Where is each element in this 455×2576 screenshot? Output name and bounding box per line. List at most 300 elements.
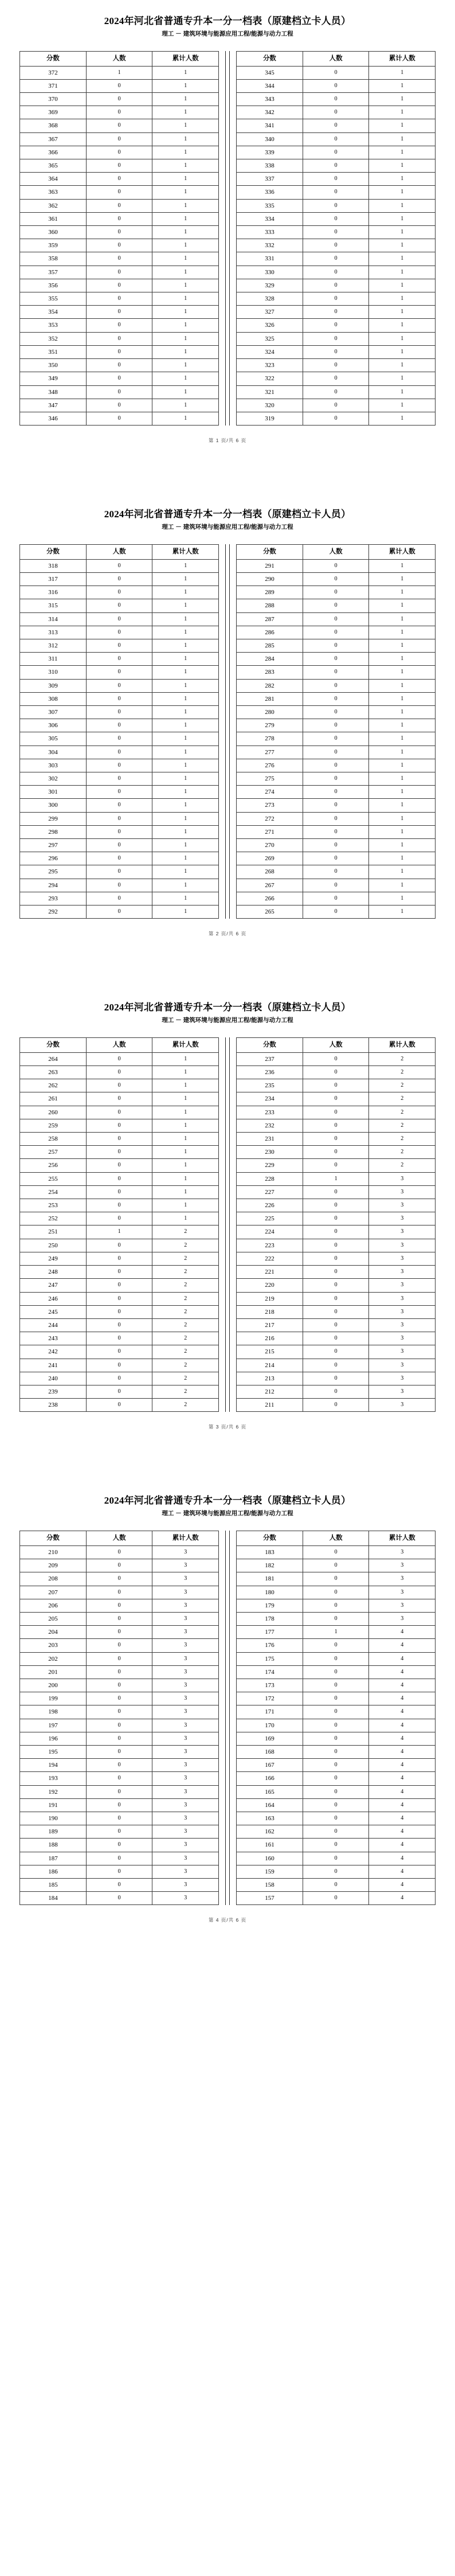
table-row — [237, 746, 436, 759]
table-row — [20, 559, 219, 572]
count-cell: 0 — [303, 1066, 369, 1079]
table-row — [20, 892, 219, 905]
cumulative-cell: 2 — [369, 1106, 436, 1119]
cumulative-cell: 1 — [369, 79, 436, 92]
count-cell: 0 — [86, 292, 152, 306]
cumulative-cell: 1 — [369, 746, 436, 759]
score-cell: 302 — [20, 772, 87, 785]
table-row — [20, 239, 219, 252]
table-row — [20, 1092, 219, 1106]
table-row — [237, 679, 436, 692]
score-cell: 252 — [20, 1212, 87, 1225]
count-cell: 0 — [86, 1318, 152, 1332]
score-cell: 212 — [237, 1385, 303, 1398]
score-cell: 204 — [20, 1626, 87, 1639]
page-break-spacer — [0, 1430, 455, 1480]
page-title: 2024年河北省普通专升本一分一档表（原建档立卡人员） — [104, 1495, 351, 1506]
table-row — [20, 1865, 219, 1878]
score-cell: 240 — [20, 1372, 87, 1385]
cumulative-cell: 1 — [152, 239, 219, 252]
count-cell: 0 — [86, 759, 152, 772]
table-row — [20, 1399, 219, 1412]
score-cell: 173 — [237, 1679, 303, 1692]
count-cell: 0 — [86, 1385, 152, 1398]
count-cell: 0 — [86, 319, 152, 332]
score-cell: 310 — [20, 666, 87, 679]
score-cell: 184 — [20, 1892, 87, 1905]
count-cell: 0 — [86, 879, 152, 892]
table-row — [237, 1212, 436, 1225]
cumulative-cell: 3 — [152, 1612, 219, 1625]
count-cell: 0 — [86, 705, 152, 719]
table-row — [237, 653, 436, 666]
table-row — [237, 1626, 436, 1639]
table-row — [237, 1292, 436, 1305]
count-cell: 0 — [303, 1692, 369, 1705]
cumulative-cell: 1 — [369, 279, 436, 292]
table-header-row — [237, 544, 436, 559]
table-row — [20, 839, 219, 852]
table-row — [20, 1052, 219, 1065]
score-column-header: 分数 — [20, 1531, 87, 1545]
score-cell: 345 — [237, 66, 303, 79]
cumulative-cell: 3 — [152, 1559, 219, 1572]
count-cell: 0 — [86, 1305, 152, 1318]
page-subtitle: 理工 － 建筑环境与能源应用工程/能源与动力工程 — [162, 30, 293, 37]
count-cell: 0 — [86, 385, 152, 399]
score-cell: 363 — [20, 186, 87, 199]
score-cell: 194 — [20, 1759, 87, 1772]
table-row — [237, 572, 436, 586]
table-row — [20, 653, 219, 666]
table-row — [20, 1225, 219, 1239]
count-cell: 0 — [303, 626, 369, 639]
table-row — [237, 1772, 436, 1785]
table-row — [20, 1639, 219, 1652]
cumulative-cell: 1 — [369, 586, 436, 599]
count-cell: 0 — [303, 1545, 369, 1559]
count-cell: 0 — [303, 1865, 369, 1878]
document-page — [0, 1480, 455, 1946]
score-cell: 301 — [20, 786, 87, 799]
table-row — [237, 1586, 436, 1599]
table-row — [20, 93, 219, 106]
right-score-table — [236, 51, 436, 426]
cumulative-column-header: 累计人数 — [369, 1531, 436, 1545]
score-cell: 309 — [20, 679, 87, 692]
count-cell: 0 — [86, 119, 152, 132]
table-row — [20, 1185, 219, 1199]
table-row — [237, 865, 436, 879]
score-cell: 224 — [237, 1225, 303, 1239]
score-cell: 221 — [237, 1266, 303, 1279]
cumulative-cell: 1 — [369, 359, 436, 372]
cumulative-cell: 4 — [369, 1626, 436, 1639]
score-cell: 261 — [20, 1092, 87, 1106]
cumulative-cell: 3 — [369, 1279, 436, 1292]
score-cell: 321 — [237, 385, 303, 399]
score-cell: 350 — [20, 359, 87, 372]
table-row — [237, 599, 436, 612]
score-cell: 259 — [20, 1119, 87, 1132]
cumulative-cell: 1 — [369, 812, 436, 825]
count-column-header: 人数 — [303, 544, 369, 559]
right-score-table — [236, 1037, 436, 1412]
cumulative-cell: 1 — [369, 412, 436, 425]
cumulative-cell: 3 — [152, 1852, 219, 1865]
page-subtitle: 理工 － 建筑环境与能源应用工程/能源与动力工程 — [162, 524, 293, 531]
cumulative-cell: 1 — [152, 412, 219, 425]
score-cell: 317 — [20, 572, 87, 586]
count-cell: 0 — [303, 1586, 369, 1599]
cumulative-cell: 1 — [369, 599, 436, 612]
cumulative-cell: 2 — [369, 1052, 436, 1065]
cumulative-cell: 4 — [369, 1652, 436, 1665]
score-cell: 175 — [237, 1652, 303, 1665]
table-row — [237, 292, 436, 306]
score-cell: 264 — [20, 1052, 87, 1065]
count-cell: 0 — [86, 1612, 152, 1625]
cumulative-cell: 1 — [369, 786, 436, 799]
count-cell: 0 — [86, 572, 152, 586]
cumulative-cell: 2 — [152, 1239, 219, 1252]
count-cell: 0 — [86, 159, 152, 173]
count-cell: 0 — [303, 1266, 369, 1279]
cumulative-cell: 1 — [152, 1185, 219, 1199]
count-cell: 0 — [86, 1079, 152, 1092]
count-cell: 0 — [303, 132, 369, 146]
score-cell: 191 — [20, 1798, 87, 1812]
count-column-header: 人数 — [303, 51, 369, 66]
table-row — [237, 1318, 436, 1332]
score-cell: 288 — [237, 599, 303, 612]
cumulative-cell: 1 — [369, 319, 436, 332]
table-row — [20, 1279, 219, 1292]
cumulative-cell: 2 — [152, 1332, 219, 1345]
page-content — [0, 0, 455, 444]
score-cell: 351 — [20, 345, 87, 358]
table-header-row — [20, 544, 219, 559]
count-cell: 0 — [86, 106, 152, 119]
cumulative-cell: 3 — [369, 1559, 436, 1572]
cumulative-cell: 1 — [369, 626, 436, 639]
count-cell: 0 — [303, 653, 369, 666]
count-cell: 0 — [86, 1159, 152, 1172]
cumulative-cell: 1 — [369, 239, 436, 252]
cumulative-cell: 3 — [369, 1572, 436, 1586]
table-row — [20, 226, 219, 239]
count-cell: 0 — [86, 1639, 152, 1652]
table-row — [20, 173, 219, 186]
cumulative-cell: 1 — [369, 372, 436, 385]
table-row — [237, 186, 436, 199]
table-row — [237, 132, 436, 146]
cumulative-cell: 3 — [152, 1879, 219, 1892]
table-row — [237, 839, 436, 852]
table-row — [237, 106, 436, 119]
count-column-header: 人数 — [86, 544, 152, 559]
table-row — [237, 692, 436, 705]
score-cell: 168 — [237, 1746, 303, 1759]
count-cell: 0 — [303, 892, 369, 905]
cumulative-cell: 1 — [152, 746, 219, 759]
score-cell: 255 — [20, 1172, 87, 1185]
cumulative-cell: 1 — [152, 385, 219, 399]
cumulative-cell: 3 — [369, 1172, 436, 1185]
table-header-row — [237, 51, 436, 66]
column-divider — [225, 51, 230, 426]
score-cell: 214 — [237, 1359, 303, 1372]
table-row — [20, 1772, 219, 1785]
left-table-block — [19, 1531, 219, 1905]
count-cell: 0 — [86, 1133, 152, 1146]
cumulative-cell: 4 — [369, 1719, 436, 1732]
count-cell: 0 — [86, 799, 152, 812]
score-cell: 171 — [237, 1705, 303, 1719]
score-cell: 366 — [20, 146, 87, 159]
cumulative-cell: 1 — [152, 1212, 219, 1225]
table-row — [237, 159, 436, 173]
table-row — [237, 1865, 436, 1878]
count-cell: 0 — [303, 1679, 369, 1692]
table-row — [20, 1719, 219, 1732]
cumulative-cell: 1 — [369, 799, 436, 812]
score-cell: 262 — [20, 1079, 87, 1092]
score-cell: 182 — [237, 1559, 303, 1572]
score-cell: 260 — [20, 1106, 87, 1119]
count-cell: 0 — [86, 332, 152, 345]
page-title: 2024年河北省普通专升本一分一档表（原建档立卡人员） — [104, 15, 351, 26]
score-cell: 234 — [237, 1092, 303, 1106]
cumulative-cell: 1 — [152, 1199, 219, 1212]
score-cell: 187 — [20, 1852, 87, 1865]
score-cell: 250 — [20, 1239, 87, 1252]
table-row — [237, 1146, 436, 1159]
score-cell: 322 — [237, 372, 303, 385]
cumulative-column-header: 累计人数 — [369, 544, 436, 559]
table-row — [20, 825, 219, 838]
left-score-table — [19, 1037, 219, 1412]
score-cell: 297 — [20, 839, 87, 852]
cumulative-cell: 1 — [152, 359, 219, 372]
cumulative-cell: 3 — [152, 1772, 219, 1785]
count-cell: 0 — [303, 1332, 369, 1345]
table-row — [20, 1746, 219, 1759]
score-cell: 225 — [237, 1212, 303, 1225]
cumulative-cell: 4 — [369, 1705, 436, 1719]
cumulative-cell: 1 — [152, 719, 219, 732]
cumulative-cell: 1 — [369, 106, 436, 119]
count-cell: 0 — [86, 1332, 152, 1345]
table-row — [20, 1839, 219, 1852]
score-cell: 202 — [20, 1652, 87, 1665]
cumulative-cell: 3 — [369, 1385, 436, 1398]
score-cell: 227 — [237, 1185, 303, 1199]
score-cell: 292 — [20, 905, 87, 919]
count-cell: 1 — [303, 1626, 369, 1639]
count-cell: 0 — [86, 626, 152, 639]
score-cell: 336 — [237, 186, 303, 199]
cumulative-cell: 1 — [152, 786, 219, 799]
tables-container — [13, 51, 442, 426]
table-row — [237, 226, 436, 239]
cumulative-cell: 1 — [369, 559, 436, 572]
cumulative-cell: 4 — [369, 1772, 436, 1785]
count-column-header: 人数 — [86, 51, 152, 66]
left-score-table — [19, 51, 219, 426]
column-divider — [225, 544, 230, 919]
table-row — [20, 1679, 219, 1692]
table-row — [20, 1292, 219, 1305]
cumulative-cell: 2 — [152, 1279, 219, 1292]
table-row — [20, 692, 219, 705]
count-cell: 0 — [303, 799, 369, 812]
cumulative-cell: 1 — [369, 226, 436, 239]
cumulative-cell: 4 — [369, 1732, 436, 1745]
cumulative-cell: 2 — [152, 1345, 219, 1359]
score-cell: 332 — [237, 239, 303, 252]
count-cell: 0 — [86, 372, 152, 385]
count-cell: 0 — [86, 412, 152, 425]
cumulative-cell: 1 — [152, 199, 219, 212]
cumulative-cell: 1 — [369, 679, 436, 692]
score-cell: 346 — [20, 412, 87, 425]
table-row — [237, 345, 436, 358]
count-cell: 0 — [86, 199, 152, 212]
score-cell: 347 — [20, 399, 87, 412]
score-cell: 342 — [237, 106, 303, 119]
table-row — [20, 772, 219, 785]
score-cell: 235 — [237, 1079, 303, 1092]
table-row — [20, 1199, 219, 1212]
table-row — [237, 385, 436, 399]
count-cell: 0 — [86, 226, 152, 239]
page-title: 2024年河北省普通专升本一分一档表（原建档立卡人员） — [104, 509, 351, 520]
count-column-header: 人数 — [86, 1531, 152, 1545]
cumulative-column-header: 累计人数 — [369, 1037, 436, 1052]
table-row — [237, 1639, 436, 1652]
cumulative-cell: 1 — [369, 692, 436, 705]
count-cell: 0 — [303, 705, 369, 719]
score-cell: 245 — [20, 1305, 87, 1318]
table-row — [20, 1692, 219, 1705]
table-header-row — [237, 1531, 436, 1545]
count-cell: 0 — [303, 719, 369, 732]
count-cell: 0 — [303, 1665, 369, 1679]
count-cell: 0 — [303, 93, 369, 106]
cumulative-cell: 1 — [152, 119, 219, 132]
table-row — [237, 1599, 436, 1612]
cumulative-column-header: 累计人数 — [152, 1037, 219, 1052]
count-cell: 0 — [86, 345, 152, 358]
cumulative-cell: 1 — [369, 839, 436, 852]
count-cell: 0 — [303, 1305, 369, 1318]
table-row — [20, 146, 219, 159]
table-row — [237, 812, 436, 825]
cumulative-cell: 1 — [152, 852, 219, 865]
cumulative-cell: 4 — [369, 1785, 436, 1798]
count-cell: 0 — [303, 1879, 369, 1892]
count-cell: 0 — [303, 572, 369, 586]
table-row — [20, 252, 219, 266]
table-row — [237, 412, 436, 425]
cumulative-cell: 2 — [152, 1359, 219, 1372]
count-cell: 0 — [86, 852, 152, 865]
score-cell: 338 — [237, 159, 303, 173]
score-cell: 319 — [237, 412, 303, 425]
cumulative-column-header: 累计人数 — [152, 544, 219, 559]
count-cell: 0 — [303, 332, 369, 345]
score-cell: 318 — [20, 559, 87, 572]
count-cell: 0 — [303, 1599, 369, 1612]
table-row — [20, 385, 219, 399]
count-cell: 0 — [303, 1239, 369, 1252]
cumulative-cell: 3 — [369, 1586, 436, 1599]
table-row — [20, 345, 219, 358]
cumulative-cell: 1 — [152, 879, 219, 892]
score-cell: 209 — [20, 1559, 87, 1572]
score-cell: 291 — [237, 559, 303, 572]
right-table-block — [236, 51, 436, 426]
score-cell: 230 — [237, 1146, 303, 1159]
count-cell: 0 — [86, 1879, 152, 1892]
score-cell: 170 — [237, 1719, 303, 1732]
cumulative-cell: 1 — [369, 639, 436, 652]
score-cell: 315 — [20, 599, 87, 612]
cumulative-cell: 1 — [369, 332, 436, 345]
count-cell: 0 — [86, 1279, 152, 1292]
count-cell: 0 — [303, 159, 369, 173]
cumulative-cell: 1 — [152, 626, 219, 639]
count-cell: 0 — [303, 412, 369, 425]
cumulative-cell: 4 — [369, 1759, 436, 1772]
score-cell: 251 — [20, 1225, 87, 1239]
score-cell: 348 — [20, 385, 87, 399]
tables-container — [13, 1037, 442, 1412]
score-cell: 323 — [237, 359, 303, 372]
table-row — [237, 786, 436, 799]
table-row — [237, 1852, 436, 1865]
table-row — [20, 732, 219, 746]
score-cell: 213 — [237, 1372, 303, 1385]
score-cell: 165 — [237, 1785, 303, 1798]
score-cell: 286 — [237, 626, 303, 639]
score-cell: 216 — [237, 1332, 303, 1345]
cumulative-cell: 3 — [369, 1399, 436, 1412]
count-column-header: 人数 — [86, 1037, 152, 1052]
score-cell: 163 — [237, 1812, 303, 1825]
count-cell: 0 — [86, 1586, 152, 1599]
count-cell: 0 — [86, 1185, 152, 1199]
count-cell: 0 — [86, 559, 152, 572]
cumulative-cell: 3 — [152, 1719, 219, 1732]
count-cell: 0 — [303, 1385, 369, 1398]
cumulative-cell: 3 — [369, 1318, 436, 1332]
document-page — [0, 0, 455, 493]
score-cell: 228 — [237, 1172, 303, 1185]
score-cell: 242 — [20, 1345, 87, 1359]
table-row — [237, 1066, 436, 1079]
count-cell: 0 — [86, 732, 152, 746]
score-cell: 341 — [237, 119, 303, 132]
score-cell: 275 — [237, 772, 303, 785]
score-cell: 183 — [237, 1545, 303, 1559]
score-cell: 327 — [237, 306, 303, 319]
table-row — [20, 1066, 219, 1079]
cumulative-cell: 3 — [369, 1599, 436, 1612]
count-cell: 0 — [303, 772, 369, 785]
cumulative-cell: 2 — [369, 1133, 436, 1146]
